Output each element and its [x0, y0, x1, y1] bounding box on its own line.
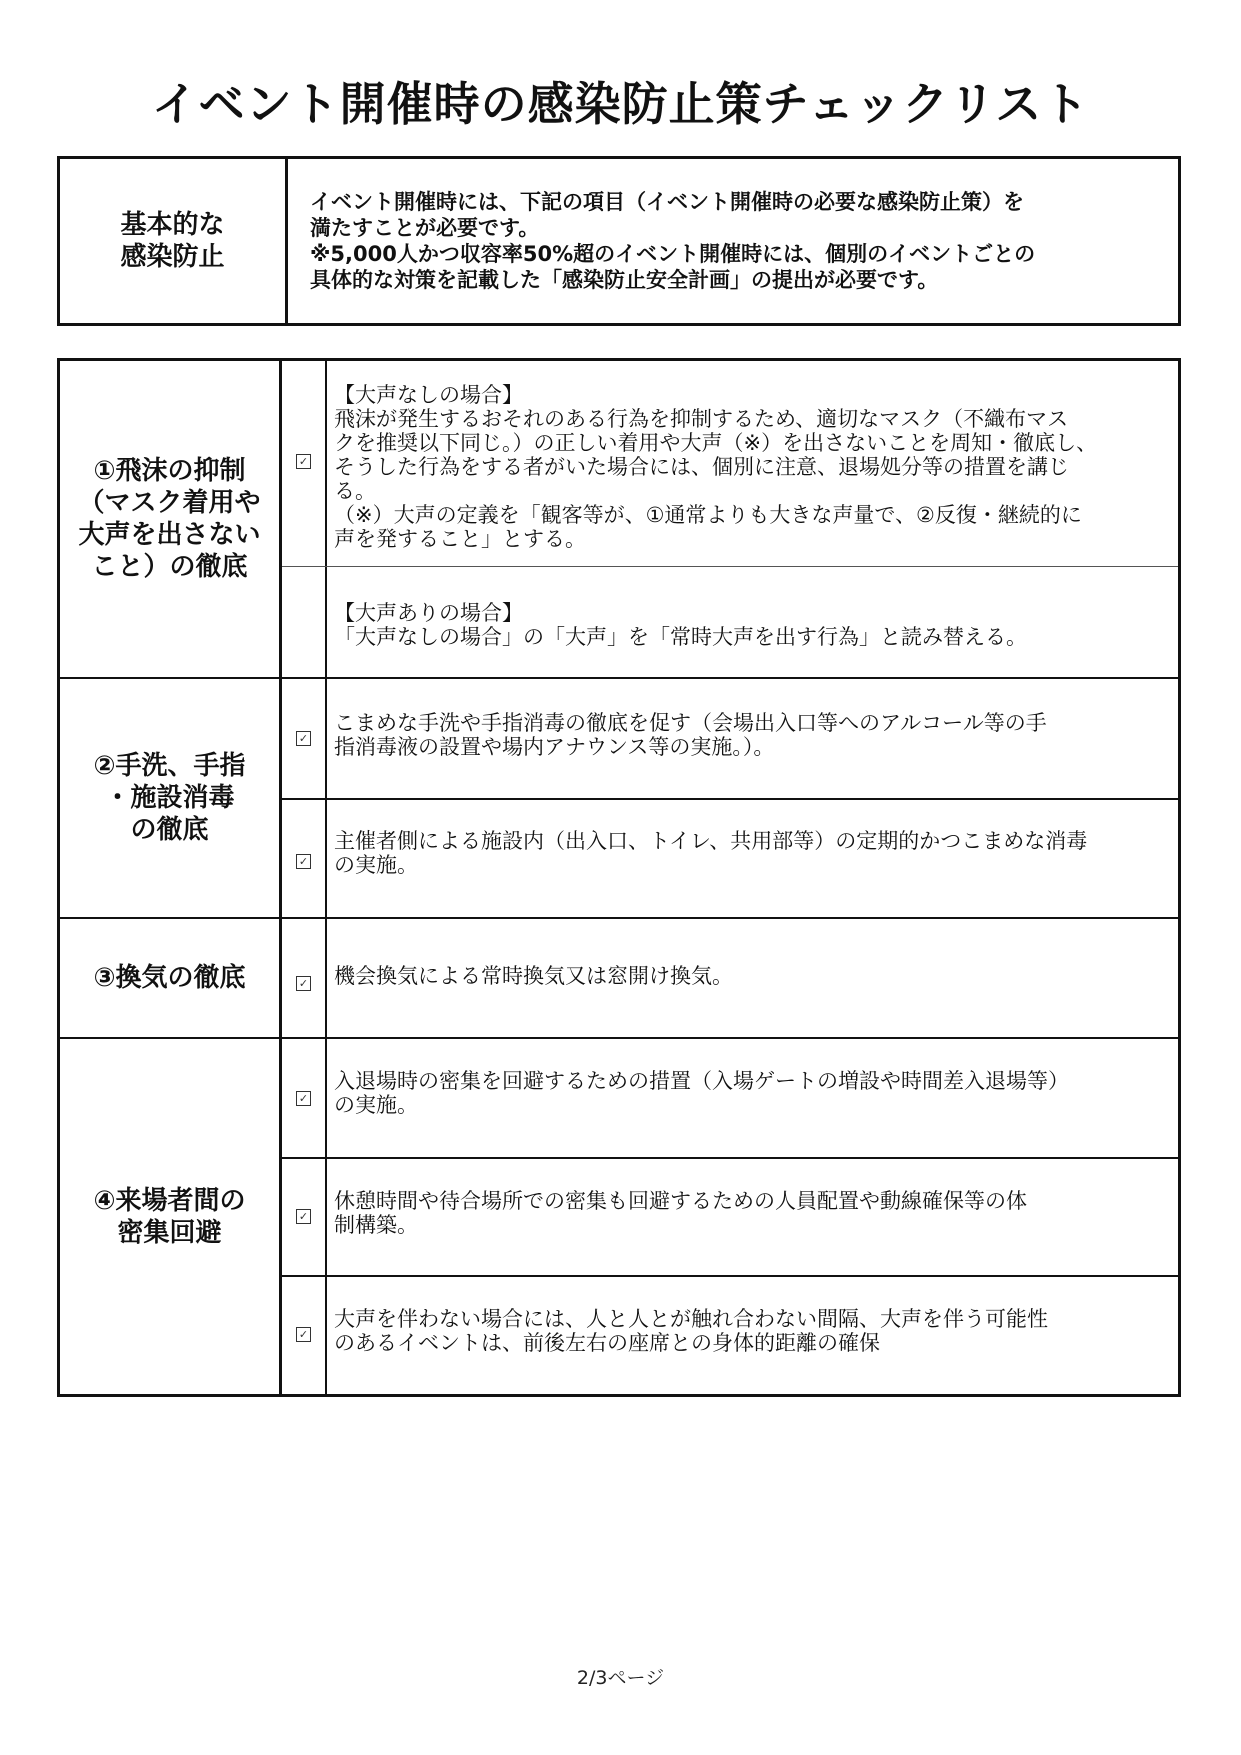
section-label: ②手洗、手指 ・施設消毒 の徹底 — [60, 679, 282, 917]
section-items — [282, 361, 1178, 677]
check-cell — [282, 361, 327, 566]
section-hand-washing — [60, 677, 1178, 917]
checkbox[interactable]: ✓ — [296, 454, 311, 469]
check-cell — [282, 679, 327, 798]
check-cell — [282, 1159, 327, 1275]
item-text — [327, 919, 1178, 1037]
section-droplet-control — [60, 361, 1178, 677]
item-line: 指消毒液の設置や場内アナウンス等の実施。）。 — [334, 735, 775, 759]
intro-line: ※5,000人かつ収容率50%超のイベント開催時には、個別のイベントごとの — [310, 242, 1036, 266]
checklist-item — [282, 1157, 1178, 1275]
page-title: イベント開催時の感染防止策チェックリスト — [151, 77, 1090, 131]
item-line: （※）大声の定義を「観客等が、①通常よりも大きな声量で、②反復・継続的に — [334, 503, 1082, 527]
item-line: クを推奨以下同じ。）の正しい着用や大声（※）を出さないことを周知・徹底し、 — [334, 431, 1098, 455]
check-cell — [282, 1039, 327, 1157]
section-ventilation — [60, 917, 1178, 1037]
checkbox[interactable]: ✓ — [296, 731, 311, 746]
section-label: ①飛沫の抑制 （マスク着用や 大声を出さない こと）の徹底 — [60, 361, 282, 677]
checklist-item — [282, 1275, 1178, 1394]
item-line: 声を発すること」とする。 — [334, 527, 586, 551]
item-text — [327, 1039, 1178, 1157]
intro-line: イベント開催時には、下記の項目（イベント開催時の必要な感染防止策）を — [310, 190, 1024, 214]
checklist-item — [282, 679, 1178, 798]
check-cell — [282, 800, 327, 917]
item-text — [327, 800, 1178, 917]
checklist-item — [282, 798, 1178, 917]
item-line: 【大声なしの場合】 — [334, 383, 523, 407]
checkbox[interactable]: ✓ — [296, 1209, 311, 1224]
check-cell — [282, 1277, 327, 1394]
intro-label: 基本的な 感染防止 — [60, 159, 288, 323]
item-line: 飛沫が発生するおそれのある行為を抑制するため、適切なマスク（不織布マス — [334, 407, 1069, 431]
checkbox[interactable]: ✓ — [296, 976, 311, 991]
item-line: そうした行為をする者がいた場合には、個別に注意、退場処分等の措置を講じ — [334, 455, 1069, 479]
section-label: ③換気の徹底 — [60, 919, 282, 1037]
checklist-item — [282, 361, 1178, 566]
item-line: 大声を伴わない場合には、人と人とが触れ合わない間隔、大声を伴う可能性 — [334, 1307, 1048, 1331]
item-line: のあるイベントは、前後左右の座席との身体的距離の確保 — [334, 1331, 880, 1355]
section-items — [282, 1039, 1178, 1394]
item-line: 入退場時の密集を回避するための措置（入場ゲートの増設や時間差入退場等） — [334, 1069, 1069, 1093]
checklist-item — [282, 1039, 1178, 1157]
item-text — [327, 1159, 1178, 1275]
item-text — [327, 1277, 1178, 1394]
checklist-item — [282, 566, 1178, 677]
intro-box — [57, 156, 1181, 326]
section-label: ④来場者間の 密集回避 — [60, 1039, 282, 1394]
item-line: こまめな手洗や手指消毒の徹底を促す（会場出入口等へのアルコール等の手 — [334, 711, 1047, 735]
item-text — [327, 361, 1178, 566]
item-line: の実施。 — [334, 1093, 418, 1117]
item-line: 主催者側による施設内（出入口、トイレ、共用部等）の定期的かつこまめな消毒 — [334, 829, 1088, 853]
item-line: 制構築。 — [334, 1213, 418, 1237]
item-line: 【大声ありの場合】 — [334, 601, 523, 625]
item-line: る。 — [334, 479, 376, 503]
checkbox[interactable]: ✓ — [296, 854, 311, 869]
item-line: 機会換気による常時換気又は窓開け換気。 — [334, 964, 733, 988]
intro-text — [288, 159, 1178, 323]
item-line: の実施。 — [334, 853, 418, 877]
item-line: 休憩時間や待合場所での密集も回避するための人員配置や動線確保等の体 — [334, 1189, 1027, 1213]
checkbox[interactable]: ✓ — [296, 1091, 311, 1106]
check-cell — [282, 919, 327, 1037]
check-cell — [282, 567, 327, 677]
checkbox[interactable]: ✓ — [296, 1327, 311, 1342]
intro-line: 満たすことが必要です。 — [310, 216, 540, 240]
item-text — [327, 679, 1178, 798]
checklist-table — [57, 358, 1181, 1397]
page-number: 2/3ページ — [576, 1667, 665, 1689]
section-items — [282, 679, 1178, 917]
checklist-item — [282, 919, 1178, 1037]
section-items — [282, 919, 1178, 1037]
section-crowd-avoidance — [60, 1037, 1178, 1394]
item-line: 「大声なしの場合」の「大声」を「常時大声を出す行為」と読み替える。 — [334, 625, 1027, 649]
intro-line: 具体的な対策を記載した「感染防止安全計画」の提出が必要です。 — [310, 268, 939, 292]
item-text — [327, 567, 1178, 677]
